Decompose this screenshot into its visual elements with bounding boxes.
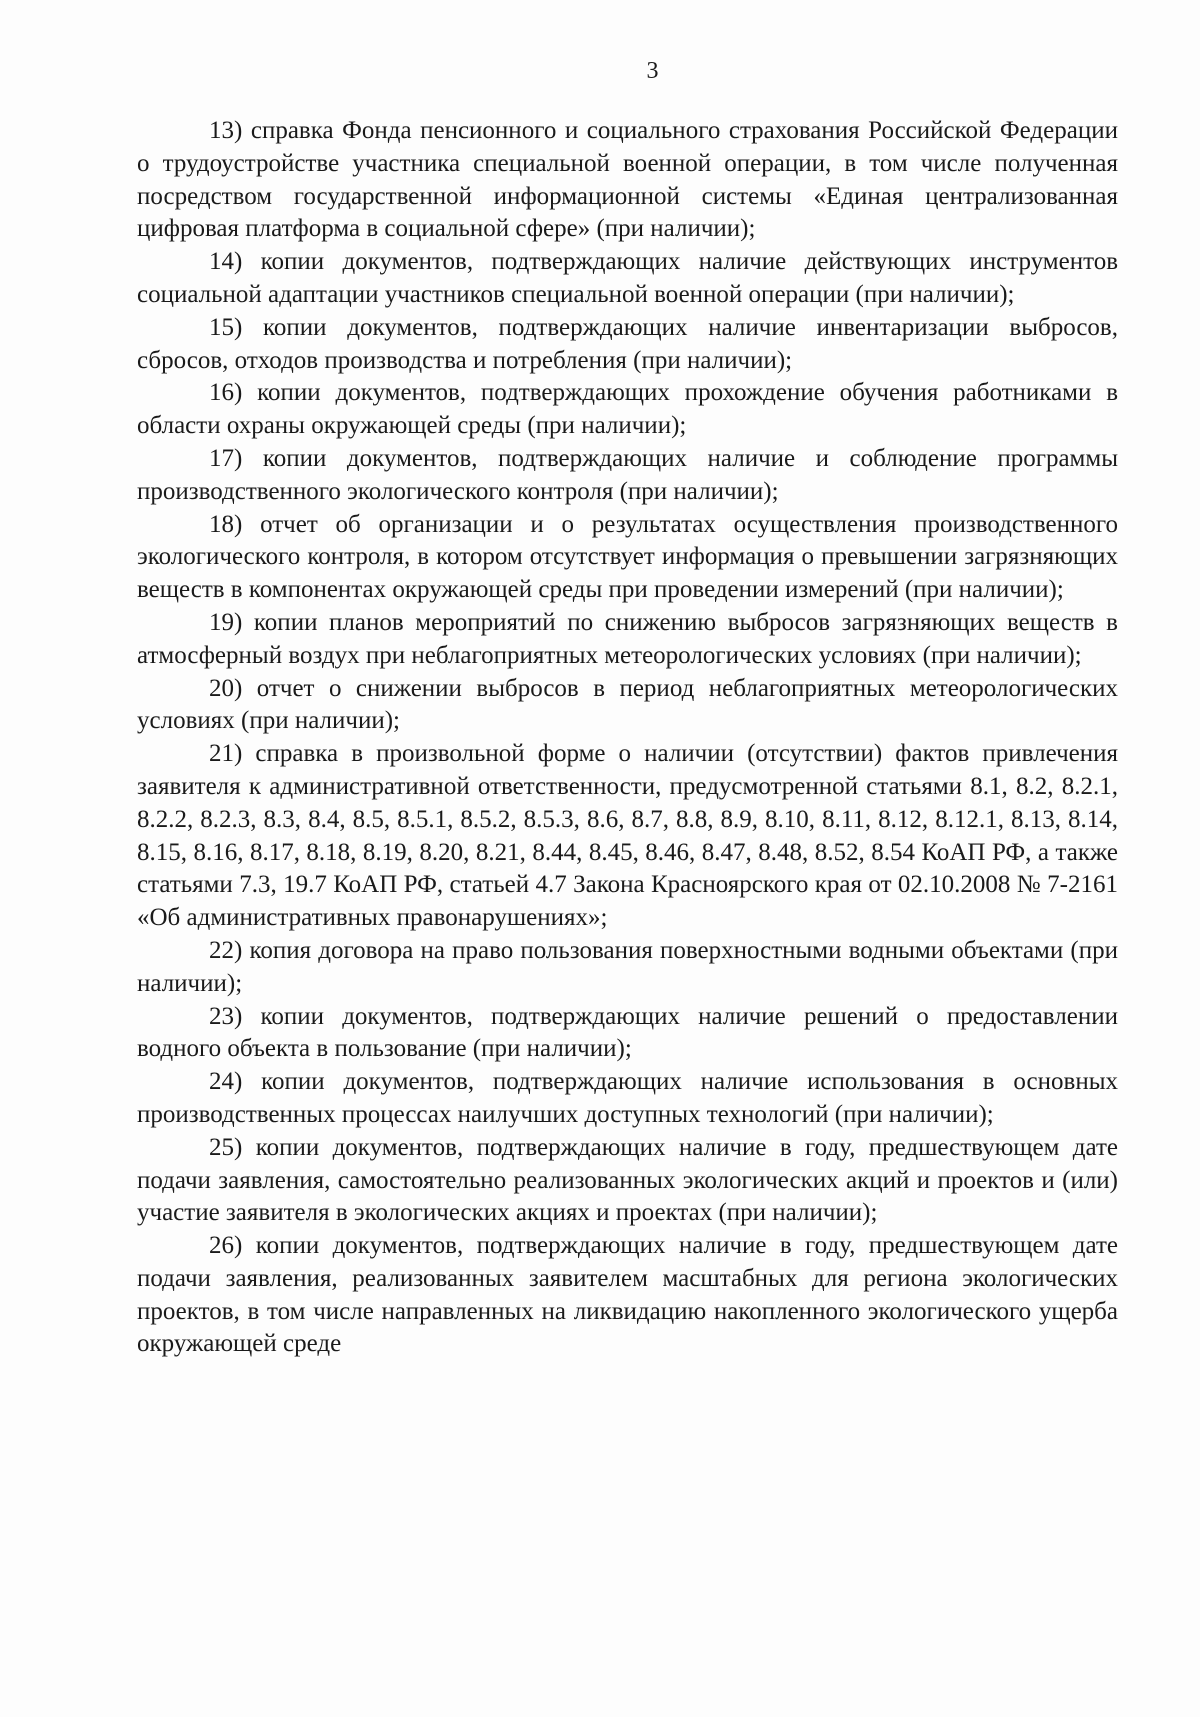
list-item-25: 25) копии документов, подтверждающих наличие в году, предшествующем дате подачи заявления, самостоятельно реализованных экологических акций и проектов и (или) участие заявителя в экологических акциях и проектах (при наличии); [137, 1133, 1118, 1227]
list-item-20: 20) отчет о снижении выбросов в период неблагоприятных метеорологических условиях (при наличии); [137, 674, 1118, 735]
list-item-18: 18) отчет об организации и о результатах осуществления производственного экологического контроля, в котором отсутствует информация о превышении загрязняющих веществ в компонентах окружающей среды при проведении измерений (при наличии); [137, 510, 1118, 604]
list-item-14: 14) копии документов, подтверждающих наличие действующих инструментов социальной адаптации участников специальной военной операции (при наличии); [137, 248, 1118, 308]
document-body [137, 115, 1118, 1361]
list-item-13: 13) справка Фонда пенсионного и социального страхования Российской Федерации о трудоустройстве участника специальной военной операции, в том числе полученная посредством государственной информационной системы «Единая централизованная цифровая платформа в социальной сфере» (при наличии); [137, 117, 1118, 243]
list-item-15: 15) копии документов, подтверждающих наличие инвентаризации выбросов, сбросов, отходов производства и потребления (при наличии); [137, 313, 1118, 374]
list-item-26: 26) копии документов, подтверждающих наличие в году, предшествующем дате подачи заявления, реализованных заявителем масштабных для региона экологических проектов, в том числе направленных на ликвидацию накопленного экологического ущерба окружающей среде [137, 1232, 1118, 1358]
page-number: 3 [646, 58, 659, 84]
list-item-21: 21) справка в произвольной форме о наличии (отсутствии) фактов привлечения заявителя к административной ответственности, предусмотренной статьями 8.1, 8.2, 8.2.1, 8.2.2, 8.2.3, 8.3, 8.4, 8.5, 8.5.1, 8.5.2, 8.5.3, 8.6, 8.7, 8.8, 8.9, 8.10, 8.11, 8.12, 8.12.1, 8.13, 8.14, 8.15, 8.16, 8.17, 8.18, 8.19, 8.20, 8.21, 8.44, 8.45, 8.46, 8.47, 8.48, 8.52, 8.54 КоАП РФ, а также статьями 7.3, 19.7 КоАП РФ, статьей 4.7 Закона Красноярского края от 02.10.2008 № 7-2161 «Об административных правонарушениях»; [137, 740, 1118, 932]
list-item-16: 16) копии документов, подтверждающих прохождение обучения работниками в области охраны окружающей среды (при наличии); [137, 379, 1118, 440]
list-item-24: 24) копии документов, подтверждающих наличие использования в основных производственных процессах наилучших доступных технологий (при наличии); [137, 1068, 1118, 1128]
list-item-19: 19) копии планов мероприятий по снижению выбросов загрязняющих веществ в атмосферный воздух при неблагоприятных метеорологических условиях (при наличии); [137, 608, 1118, 669]
list-item-22: 22) копия договора на право пользования поверхностными водными объектами (при наличии); [137, 936, 1118, 997]
list-item-17: 17) копии документов, подтверждающих наличие и соблюдение программы производственного экологического контроля (при наличии); [137, 444, 1118, 505]
list-item-23: 23) копии документов, подтверждающих наличие решений о предоставлении водного объекта в пользование (при наличии); [137, 1002, 1118, 1063]
